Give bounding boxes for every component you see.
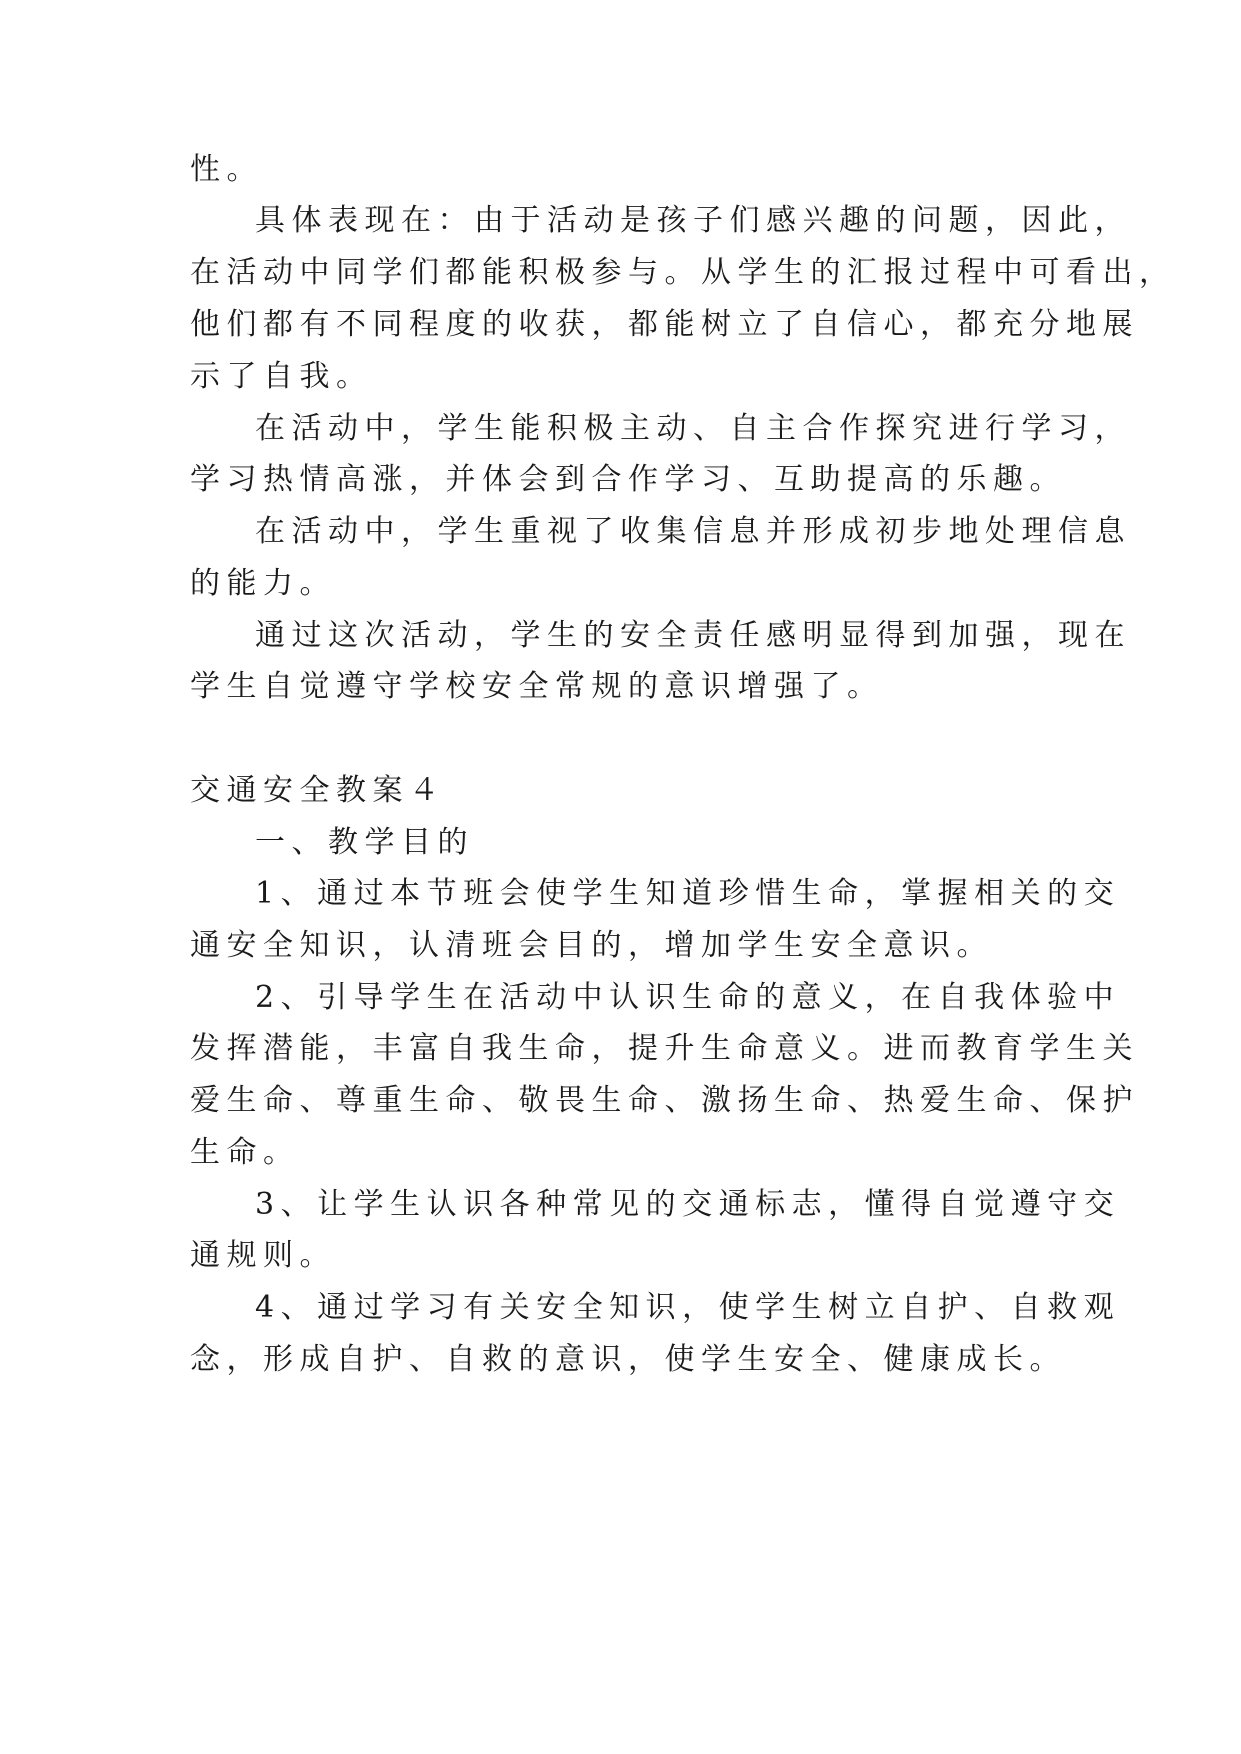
paragraph-line: 学生自觉遵守学校安全常规的意识增强了。 (190, 669, 884, 704)
paragraph-line: 生命。 (190, 1135, 300, 1170)
paragraph-line: 性。 (190, 152, 263, 187)
paragraph-line: 念，形成自护、自救的意识，使学生安全、健康成长。 (190, 1342, 1066, 1377)
paragraph-line: 在活动中，学生能积极主动、自主合作探究进行学习， (255, 411, 1131, 446)
paragraph-line: 通安全知识，认清班会目的，增加学生安全意识。 (190, 928, 993, 963)
paragraph-line: 通规则。 (190, 1238, 336, 1273)
paragraph-line: 通过这次活动，学生的安全责任感明显得到加强，现在 (255, 618, 1131, 653)
paragraph-line: 他们都有不同程度的收获，都能树立了自信心，都充分地展 (190, 307, 1139, 342)
paragraph-line: 爱生命、尊重生命、敬畏生命、激扬生命、热爱生命、保护 (190, 1083, 1139, 1118)
paragraph-line: 示了自我。 (190, 359, 373, 394)
paragraph-line: 学习热情高涨，并体会到合作学习、互助提高的乐趣。 (190, 462, 1066, 497)
section-heading: 交通安全教案４ (190, 773, 446, 808)
paragraph-line: 发挥潜能，丰富自我生命，提升生命意义。进而教育学生关 (190, 1031, 1139, 1066)
paragraph-line: 在活动中，学生重视了收集信息并形成初步地处理信息 (255, 514, 1131, 549)
paragraph-line: 具体表现在：由于活动是孩子们感兴趣的问题，因此， (255, 203, 1131, 238)
paragraph-line: 的能力。 (190, 566, 336, 601)
paragraph-line: 1、通过本节班会使学生知道珍惜生命，掌握相关的交 (255, 876, 1121, 911)
subsection-heading: 一、教学目的 (255, 825, 474, 860)
paragraph-line: 3、让学生认识各种常见的交通标志，懂得自觉遵守交 (255, 1187, 1121, 1222)
paragraph-line: 4、通过学习有关安全知识，使学生树立自护、自救观 (255, 1290, 1121, 1325)
paragraph-line: 在活动中同学们都能积极参与。从学生的汇报过程中可看出， (190, 255, 1176, 290)
paragraph-line: 2、引导学生在活动中认识生命的意义，在自我体验中 (255, 980, 1121, 1015)
